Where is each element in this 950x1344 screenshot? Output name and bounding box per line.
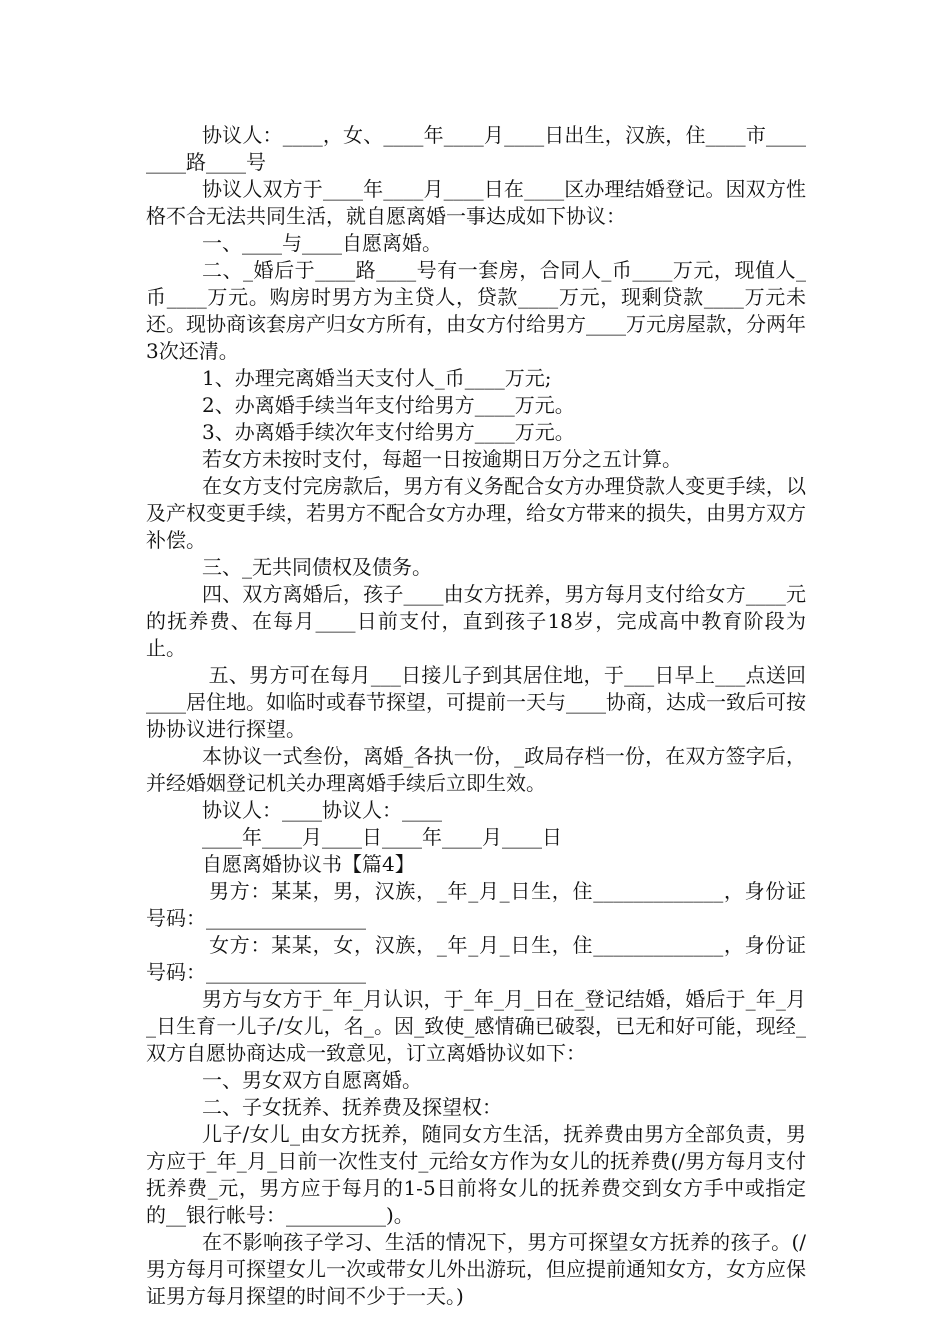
paragraph-9: 在女方支付完房款后，男方有义务配合女方办理贷款人变更手续，以及产权变更手续，若男方不配合女方办理，给女方带来的损失，由男方双方补偿。 xyxy=(146,474,806,552)
paragraph-5: 1、办理完离婚当天支付人_币____万元; xyxy=(202,366,552,390)
paragraph-2: 协议人双方于____年____月____日在____区办理结婚登记。因双方性格不合无法共同生活，就自愿离婚一事达成如下协议： xyxy=(146,177,806,228)
paragraph-20: 一、男女双方自愿离婚。 xyxy=(202,1068,422,1092)
paragraph-17: 男方：某某，男，汉族，_年_月_日生，住_____________，身份证号码：________________ xyxy=(146,879,807,930)
paragraph-6: 2、办离婚手续当年支付给男方____万元。 xyxy=(202,393,575,417)
paragraph-22: 儿子/女儿_由女方抚养，随同女方生活，抚养费由男方全部负责，男方应于_年_月_日前一次性支付_元给女方作为女儿的抚养费(/男方每月支付抚养费_元，男方应于每月的1-5日前将女儿的抚养费交到女方手中或指定的__银行帐号：__________)。 xyxy=(146,1122,806,1227)
paragraph-12: 五、男方可在每月___日接儿子到其居住地，于___日早上___点送回____居住地。如临时或春节探望，可提前一天与____协商，达成一致后可按协协议进行探望。 xyxy=(146,663,807,741)
paragraph-21: 二、子女抚养、抚养费及探望权： xyxy=(202,1095,502,1119)
paragraph-7: 3、办离婚手续次年支付给男方____万元。 xyxy=(202,420,575,444)
date-line: ____年____月____日____年____月____日 xyxy=(202,825,562,849)
paragraph-4: 二、_婚后于____路____号有一套房，合同人_币____万元，现值人_币____万元。购房时男方为主贷人，贷款____万元，现剩贷款____万元未还。现协商该套房产归女方所有，由女方付给男方____万元房屋款，分两年3次还清。 xyxy=(146,258,806,363)
paragraph-1: 协议人：____，女、____年____月____日出生，汉族，住____市________路____号 xyxy=(146,123,806,174)
paragraph-11: 四、双方离婚后，孩子____由女方抚养，男方每月支付给女方____元的抚养费、在每月____日前支付，直到孩子18岁，完成高中教育阶段为止。 xyxy=(146,582,806,660)
paragraph-3: 一、____与____自愿离婚。 xyxy=(202,231,442,255)
paragraph-18: 女方：某某，女，汉族，_年_月_日生，住_____________，身份证号码：________________ xyxy=(146,933,807,984)
paragraph-8: 若女方未按时支付，每超一日按逾期日万分之五计算。 xyxy=(202,447,682,471)
signature-line: 协议人：____协议人：____ xyxy=(202,798,442,822)
paragraph-19: 男方与女方于_年_月认识，于_年_月_日在_登记结婚，婚后于_年_月_日生育一儿子/女儿，名_。因_致使_感情确已破裂，已无和好可能，现经_双方自愿协商达成一致意见，订立离婚协议如下： xyxy=(146,987,806,1065)
paragraph-13: 本协议一式叁份，离婚_各执一份，_政局存档一份，在双方签字后，并经婚姻登记机关办理离婚手续后立即生效。 xyxy=(146,744,806,795)
paragraph-10: 三、_无共同债权及债务。 xyxy=(202,555,432,579)
document-body xyxy=(146,122,806,1310)
section-title: 自愿离婚协议书【篇4】 xyxy=(202,852,415,876)
paragraph-23: 在不影响孩子学习、生活的情况下，男方可探望女方抚养的孩子。(/男方每月可探望女儿一次或带女儿外出游玩，但应提前通知女方，女方应保证男方每月探望的时间不少于一天。) xyxy=(146,1230,806,1308)
